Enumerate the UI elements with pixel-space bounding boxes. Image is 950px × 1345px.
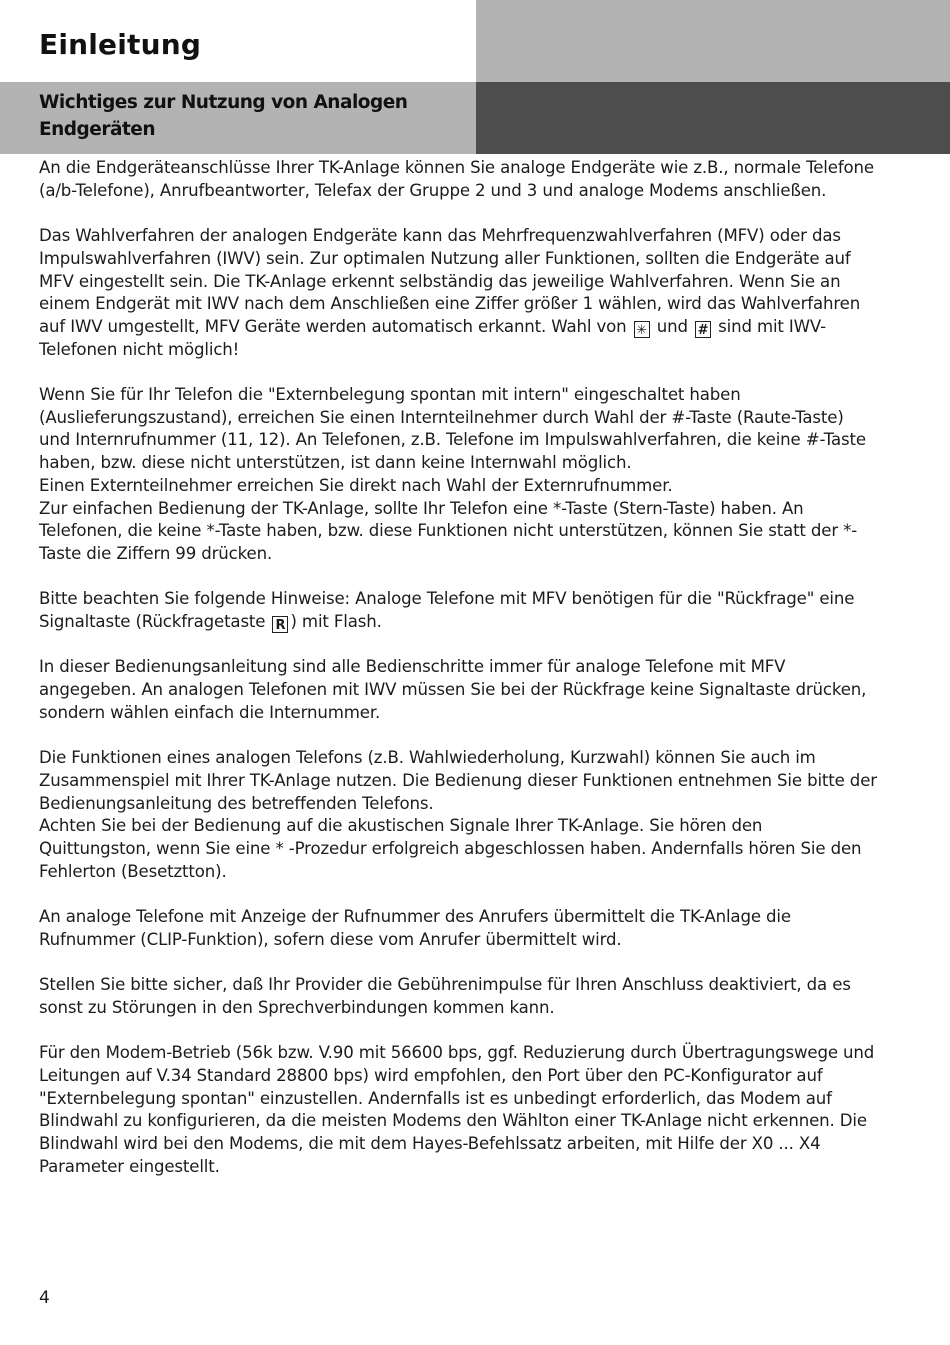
body-text — [39, 157, 879, 1201]
paragraph-gebuehrenimpulse: Stellen Sie bitte sicher, daß Ihr Provider die Gebührenimpulse für Ihren Anschluss deaktiviert, da es sonst zu Störungen in den Sprechverbindungen kommen kann. — [39, 975, 851, 1017]
funktionen-line-1: Die Funktionen eines analogen Telefons (z.B. Wahlwiederholung, Kurzwahl) können Sie auch im Zusammenspiel mit Ihrer TK-Anlage nutzen. Die Bedienung dieser Funktionen entnehmen Sie bitte der Bedienungsanleitung des betreffenden Telefons. — [39, 748, 877, 813]
chapter-title: Einleitung — [39, 28, 202, 61]
externbelegung-line-2: Einen Externteilnehmer erreichen Sie direkt nach Wahl der Externrufnummer. — [39, 475, 673, 495]
paragraph-wahlverfahren-text: Das Wahlverfahren der analogen Endgeräte kann das Mehrfrequenzwahlverfahren (MFV) oder das Impulswahlverfahren (IWV) sein. Zur optimalen Nutzung aller Funktionen, sollten die Endgeräte auf MFV eingestellt sein. Die TK-Anlage erkennt selbständig das jeweilige Wahlverfahren. Wenn Sie an einem Endgerät mit IWV nach dem Anschließen eine Ziffer größer 1 wählen, wird das Wahlverfahren auf IWV umgestellt, MFV Geräte werden automatisch erkannt. Wahl von — [39, 226, 861, 336]
paragraph-hinweise — [39, 588, 879, 633]
paragraph-externbelegung — [39, 384, 879, 566]
externbelegung-line-1: Wenn Sie für Ihr Telefon die "Externbelegung spontan mit intern" eingeschaltet haben (Auslieferungszustand), erreichen Sie einen Internteilnehmer durch Wahl der #-Taste (Raute-Taste) und Internrufnummer (11, 12). An Telefonen, z.B. Telefone im Impulswahlverfahren, die keine #-Taste haben, bzw. diese nicht unterstützen, ist dann keine Internwahl möglich. — [39, 385, 866, 473]
paragraph-wahlverfahren-end: sind mit IWV-Telefonen nicht möglich! — [39, 316, 826, 359]
paragraph-wahlverfahren — [39, 225, 879, 361]
page-number: 4 — [39, 1288, 50, 1308]
section-band-dark — [476, 82, 950, 154]
section-title: Wichtiges zur Nutzung von Analogen Endgeräten — [39, 92, 408, 140]
star-key-icon: ✳ — [634, 321, 650, 338]
externbelegung-line-3: Zur einfachen Bedienung der TK-Anlage, sollte Ihr Telefon eine *-Taste (Stern-Taste) haben. An Telefonen, die keine *-Taste haben, bzw. diese Funktionen nicht unterstützen, können Sie statt der *-Taste die Ziffern 99 drücken. — [39, 498, 858, 563]
r-key-icon: R — [272, 616, 288, 633]
hinweise-end: ) mit Flash. — [290, 612, 382, 632]
header-gray-bar — [476, 0, 950, 82]
paragraph-funktionen — [39, 747, 879, 883]
funktionen-line-2: Achten Sie bei der Bedienung auf die akustischen Signale Ihrer TK-Anlage. Sie hören den Quittungston, wenn Sie eine * -Prozedur erfolgreich abgeschlossen haben. Andernfalls hören Sie den Fehlerton (Besetztton). — [39, 816, 862, 881]
hash-key-icon: # — [695, 321, 711, 338]
paragraph-clip: An analoge Telefone mit Anzeige der Rufnummer des Anrufers übermittelt die TK-Anlage die Rufnummer (CLIP-Funktion), sofern diese vom Anrufer übermittelt wird. — [39, 907, 791, 949]
hinweise-text: Bitte beachten Sie folgende Hinweise: Analoge Telefone mit MFV benötigen für die "Rückfrage" eine Signaltaste (Rückfragetaste — [39, 589, 855, 632]
paragraph-bedienschritte: In dieser Bedienungsanleitung sind alle Bedienschritte immer für analoge Telefone mit MFV angegeben. An analogen Telefonen mit IWV müssen Sie bei der Rückfrage keine Signaltaste drücken, sondern wählen einfach die Internummer. — [39, 657, 867, 722]
paragraph-endgeraete: An die Endgeräteanschlüsse Ihrer TK-Anlage können Sie analoge Endgeräte wie z.B., normale Telefone (a/b-Telefone), Anrufbeantworter, Telefax der Gruppe 2 und 3 und analoge Modems anschließen. — [39, 158, 874, 200]
paragraph-modem: Für den Modem-Betrieb (56k bzw. V.90 mit 56600 bps, ggf. Reduzierung durch Übertragungswege und Leitungen auf V.34 Standard 28800 bps) wird empfohlen, den Port über den PC-Konfigurator auf "Externbelegung spontan" einzustellen. Andernfalls ist es unbedingt erforderlich, das Modem auf Blindwahl zu konfigurieren, da die meisten Modems den Wählton einer TK-Anlage nicht erkennen. Die Blindwahl wird bei den Modems, die mit dem Hayes-Befehlssatz arbeiten, mit Hilfe der X0 ... X4 Parameter eingestellt. — [39, 1043, 875, 1176]
paragraph-wahlverfahren-and: und — [651, 316, 693, 336]
